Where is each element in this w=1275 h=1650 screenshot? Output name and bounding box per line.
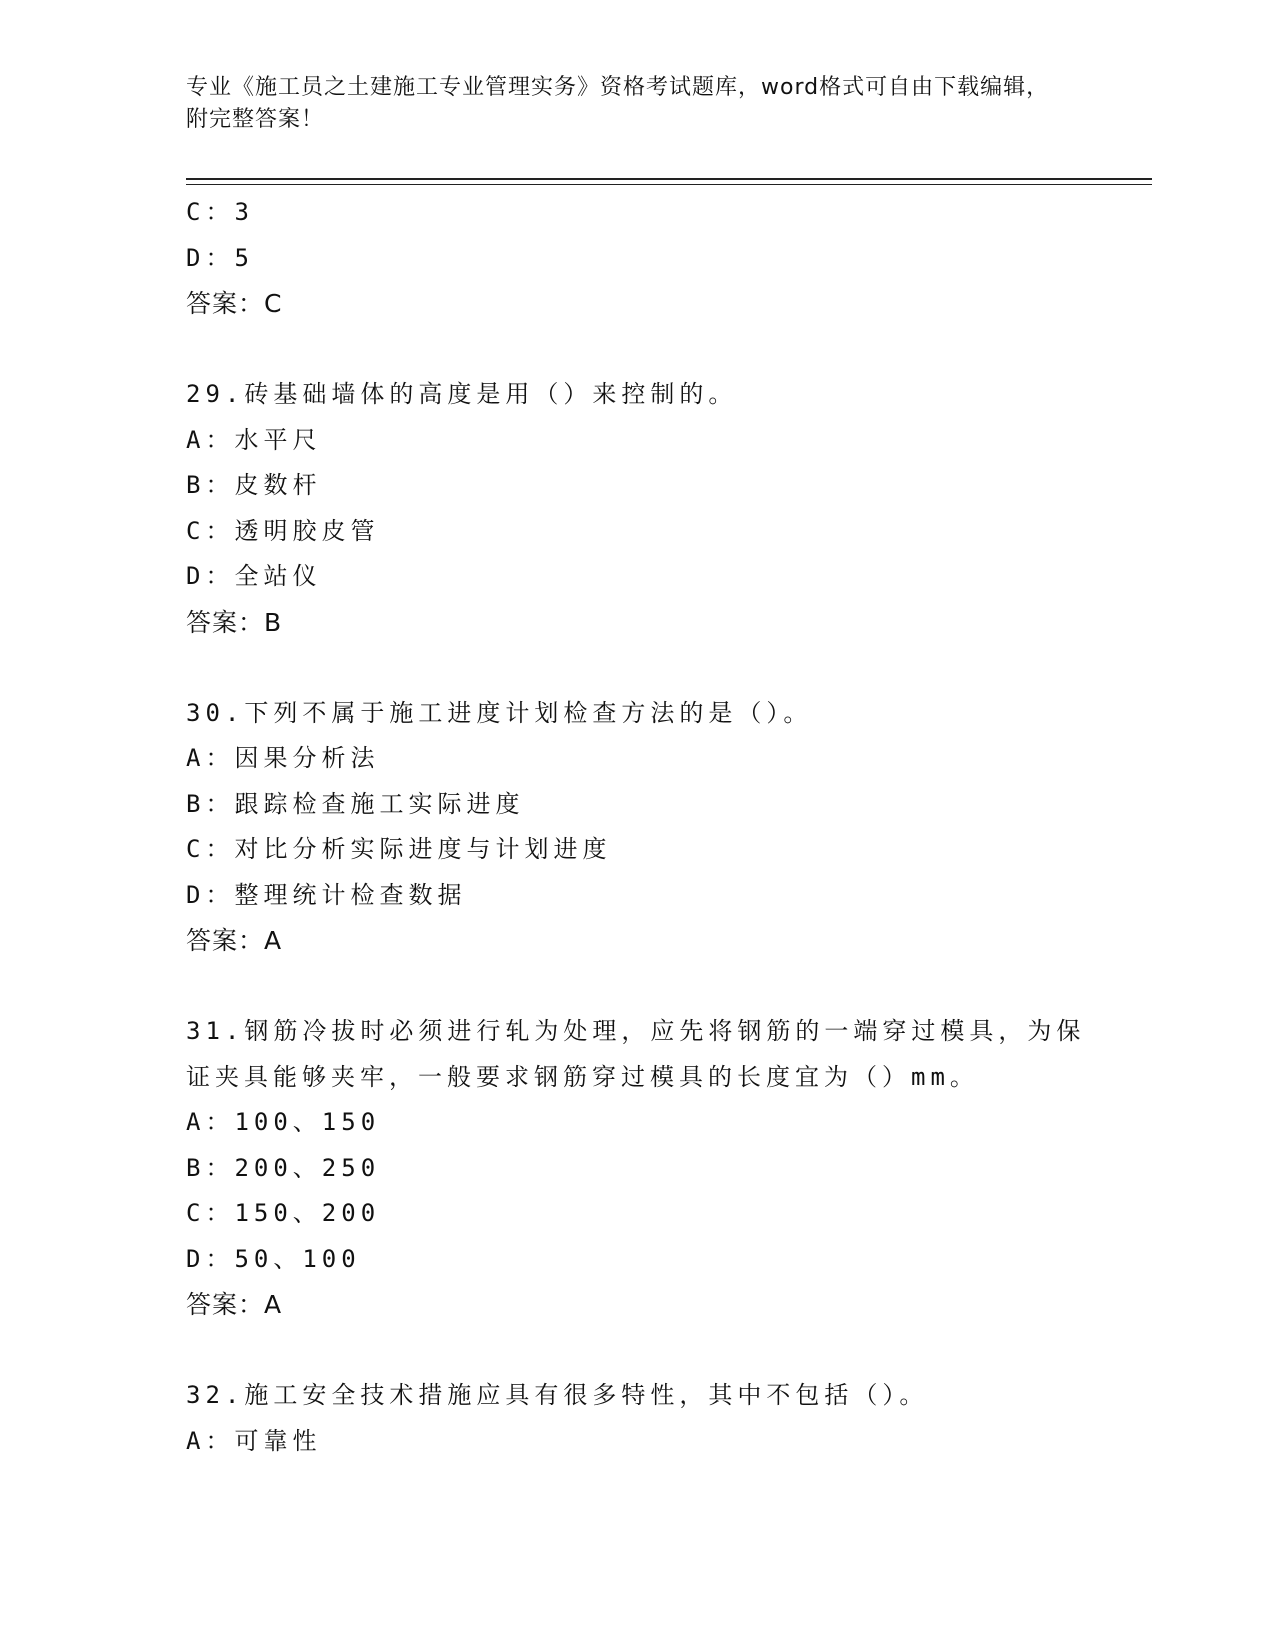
document-header: 专业《施工员之土建施工专业管理实务》资格考试题库，word格式可自由下载编辑，附完整答案！ <box>186 75 1050 132</box>
option-d: D：全站仪 <box>186 562 322 590</box>
question-stem: 32.施工安全技术措施应具有很多特性，其中不包括（）。 <box>186 1381 929 1409</box>
option-c: C：3 <box>186 198 254 226</box>
option-c: C：对比分析实际进度与计划进度 <box>186 835 612 863</box>
option-d: D：50、100 <box>186 1244 361 1273</box>
header-rule-thick <box>186 178 1152 180</box>
option-a: A：水平尺 <box>186 425 322 454</box>
question-29 <box>186 372 1086 645</box>
question-stem: 31.钢筋冷拔时必须进行轧为处理，应先将钢筋的一端穿过模具，为保证夹具能够夹牢，一般要求钢筋穿过模具的长度宜为（）mm。 <box>186 1017 1086 1091</box>
option-a: A：100、150 <box>186 1108 381 1136</box>
question-stem: 30.下列不属于施工进度计划检查方法的是（）。 <box>186 698 813 727</box>
option-a: A：可靠性 <box>186 1426 322 1455</box>
spacer <box>186 964 1086 1010</box>
option-c: C：150、200 <box>186 1199 381 1227</box>
spacer <box>186 1328 1086 1374</box>
option-c: C：透明胶皮管 <box>186 516 380 545</box>
answer: 答案：A <box>186 926 283 955</box>
option-d: D：整理统计检查数据 <box>186 880 467 909</box>
answer: 答案：A <box>186 1290 283 1319</box>
spacer <box>186 327 1086 373</box>
question-32 <box>186 1373 1086 1464</box>
spacer <box>186 645 1086 691</box>
question-31 <box>186 1009 1086 1328</box>
answer: 答案：C <box>186 289 283 318</box>
header-rule-thin <box>186 184 1152 185</box>
question-30 <box>186 691 1086 964</box>
option-a: A：因果分析法 <box>186 744 380 772</box>
question-stem: 29.砖基础墙体的高度是用（）来控制的。 <box>186 380 738 408</box>
option-d: D：5 <box>186 243 254 272</box>
question-list <box>186 190 1086 1464</box>
option-b: B：皮数杆 <box>186 471 322 499</box>
answer: 答案：B <box>186 607 283 637</box>
option-b: B：跟踪检查施工实际进度 <box>186 789 525 818</box>
option-b: B：200、250 <box>186 1153 381 1182</box>
